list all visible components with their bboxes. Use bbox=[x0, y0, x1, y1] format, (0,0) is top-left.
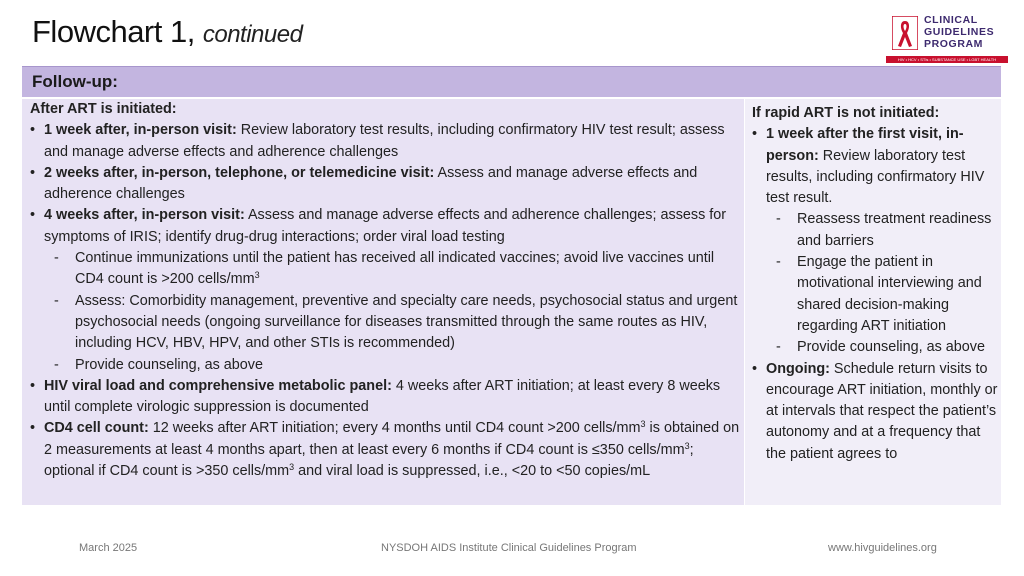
footer-url: www.hivguidelines.org bbox=[828, 542, 937, 554]
list-item: • 1 week after the first visit, in-person: Review laboratory test results, including confirmatory HIV test result. - Reassess treatment readiness and barriers - Engage the patient in motivational interviewing and shared decision-making regarding ART initiation - Provide counseling, as above bbox=[752, 124, 998, 358]
logo-wordmark: CLINICAL GUIDELINES PROGRAM bbox=[924, 14, 995, 50]
title-subtitle: continued bbox=[202, 21, 303, 48]
sub-list bbox=[766, 209, 998, 358]
follow-up-label: Follow-up: bbox=[32, 72, 118, 91]
title-main: Flowchart 1, bbox=[32, 14, 195, 49]
logo-tagline: HIV • HCV • STIs • SUBSTANCE USE • LGBT HEALTH bbox=[886, 56, 1008, 63]
page-title bbox=[32, 14, 302, 50]
list-item: • 2 weeks after, in-person, telephone, or telemedicine visit: Assess and manage adverse effects and adherence challenges bbox=[30, 163, 742, 206]
after-art-panel bbox=[22, 99, 744, 505]
footer-date: March 2025 bbox=[79, 542, 138, 554]
list-item: • HIV viral load and comprehensive metabolic panel: 4 weeks after ART initiation; at least every 8 weeks until complete virologic suppression is documented bbox=[30, 376, 742, 419]
sub-list-item: - Provide counseling, as above bbox=[52, 355, 742, 376]
rapid-art-list bbox=[752, 124, 998, 465]
footer-organization: NYSDOH AIDS Institute Clinical Guidelines Program bbox=[381, 542, 637, 554]
sub-list-item: - Reassess treatment readiness and barriers bbox=[774, 209, 998, 252]
after-art-list bbox=[30, 120, 742, 482]
sub-list-item: - Provide counseling, as above bbox=[774, 337, 998, 358]
rapid-art-not-initiated-panel bbox=[745, 99, 1001, 505]
sub-list-item: - Engage the patient in motivational interviewing and shared decision-making regarding ART initiation bbox=[774, 252, 998, 337]
list-item-cd4: • CD4 cell count: 12 weeks after ART initiation; every 4 months until CD4 count >200 cells/$mm^3$ is obtained on 2 measurements at least 4 months apart, then at least every 6 months if CD4 count is ≤350 cells/$mm^3$; optional if CD4 count is >350 cells/$mm^3$ and viral load is suppressed, i.e., <20 to <50 copies/mL bbox=[30, 418, 742, 482]
list-item: • Ongoing: Schedule return visits to encourage ART initiation, monthly or at intervals that respect the patient’s autonomy and at a frequency that the patient agrees to bbox=[752, 359, 998, 465]
list-item: • 1 week after, in-person visit: Review laboratory test results, including confirmatory HIV test result; assess and manage adverse effects and adherence challenges bbox=[30, 120, 742, 163]
follow-up-header bbox=[22, 66, 1001, 97]
list-item: • 4 weeks after, in-person visit: Assess and manage adverse effects and adherence challenges; assess for symptoms of IRIS; identify drug-drug interactions; order viral load testing - Continue immunizations until the patient has received all indicated vaccines; avoid live vaccines until CD4 count is >200 cells/$mm^3$ - Assess: Comorbidity management, preventive and specialty care needs, psychosocial status and urgent psychosocial needs (ongoing surveillance for diseases transmitted through the same routes as HIV, including HCV, HBV, HPV, and other STIs is recommended) - Provide counseling, as above bbox=[30, 205, 742, 375]
clinical-guidelines-logo bbox=[886, 12, 1010, 64]
awareness-ribbon-icon bbox=[892, 16, 918, 50]
rapid-art-heading: If rapid ART is not initiated: bbox=[752, 105, 940, 121]
sub-list bbox=[44, 248, 742, 376]
after-art-heading: After ART is initiated: bbox=[30, 101, 177, 117]
sub-list-item: - Continue immunizations until the patient has received all indicated vaccines; avoid live vaccines until CD4 count is >200 cells/$mm^3$ bbox=[52, 248, 742, 291]
sub-list-item: - Assess: Comorbidity management, preventive and specialty care needs, psychosocial status and urgent psychosocial needs (ongoing surveillance for diseases transmitted through the same routes as HIV, including HCV, HBV, HPV, and other STIs is recommended) bbox=[52, 291, 742, 355]
